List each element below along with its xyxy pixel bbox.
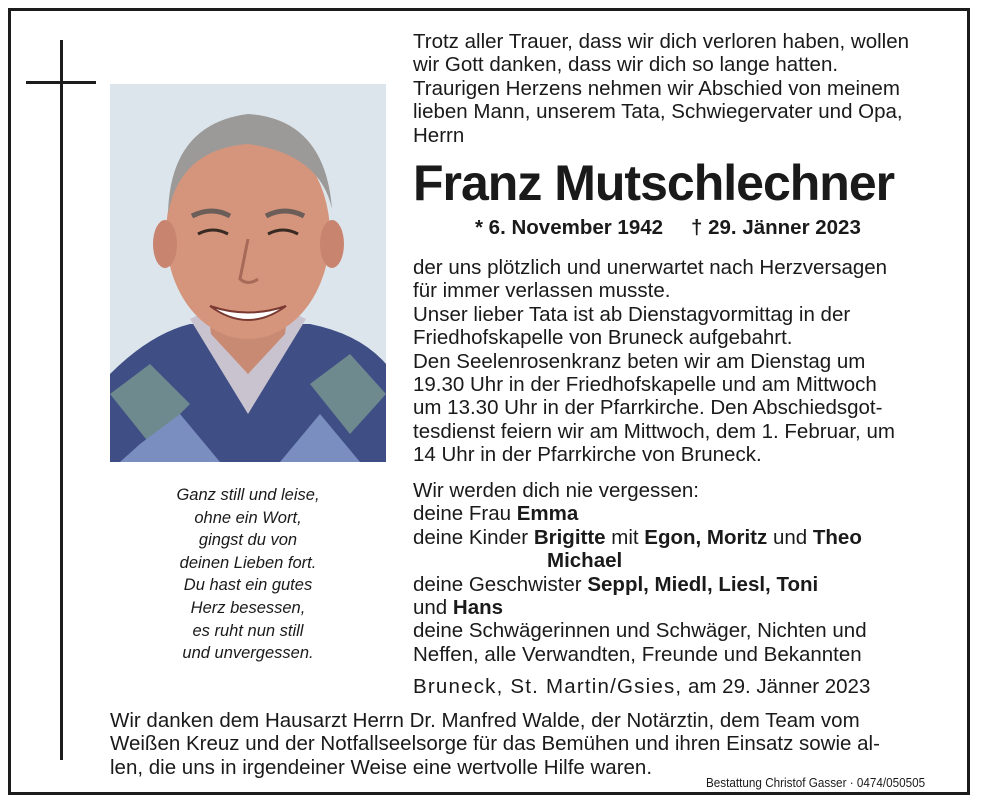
detail-line: Unser lieber Tata ist ab Dienstagvormittag in der (413, 302, 851, 326)
deceased-name: Franz Mutschlechner (413, 155, 895, 211)
poem-line: gingst du von (198, 531, 298, 550)
detail-line: Friedhofskapelle von Bruneck aufgebahrt. (413, 326, 793, 350)
poem-line: es ruht nun still (192, 621, 304, 640)
poem-line: Herz besessen, (190, 598, 306, 617)
intro-line: wir Gott danken, dass wir dich so lange hatten. (413, 53, 839, 77)
mourner-inlaws: deine Schwägerinnen und Schwäger, Nichten und (413, 619, 867, 643)
poem-line: deinen Lieben fort. (179, 553, 317, 572)
detail-line: für immer verlassen musste. (413, 279, 671, 303)
mourner-children: deine Kinder Brigitte mit Egon, Moritz und Theo (413, 525, 862, 549)
cross-icon-bar (26, 81, 96, 84)
mourner-siblings: deine Geschwister Seppl, Miedl, Liesl, Toni (413, 572, 819, 596)
thanks-text (110, 709, 955, 779)
portrait-photo (110, 84, 386, 462)
intro-line: Traurigen Herzens nehmen wir Abschied von meinem (413, 76, 900, 100)
mourners-heading: Wir werden dich nie vergessen: (413, 479, 699, 502)
intro-text (413, 30, 955, 147)
death-date: † 29. Jänner 2023 (691, 216, 861, 239)
detail-line: der uns plötzlich und unerwartet nach Herzversagen (413, 256, 888, 279)
intro-line: Trotz aller Trauer, dass wir dich verloren haben, wollen (413, 30, 910, 53)
undertaker-credit: Bestattung Christof Gasser · 0474/050505 (706, 775, 926, 790)
mourners-list (413, 479, 955, 666)
thanks-line: Weißen Kreuz und der Notfallseelsorge für das Bemühen und ihren Einsatz sowie al- (110, 732, 880, 756)
place-date: Bruneck, St. Martin/Gsies, am 29. Jänner 2023 (413, 675, 871, 698)
mourner-sibling-last: und Hans (413, 596, 504, 620)
detail-line: 19.30 Uhr in der Friedhofskapelle und am Mittwoch (413, 373, 877, 397)
intro-line: Herrn (413, 123, 465, 147)
poem-line: ohne ein Wort, (194, 508, 302, 527)
detail-line: um 13.30 Uhr in der Pfarrkirche. Den Abschiedsgot- (413, 396, 883, 420)
poem-line: Ganz still und leise, (176, 486, 320, 504)
life-dates (475, 216, 861, 240)
detail-line: Den Seelenrosenkranz beten wir am Dienstag um (413, 349, 866, 373)
thanks-line: len, die uns in irgendeiner Weise eine wertvolle Hilfe waren. (110, 755, 653, 779)
poem (110, 484, 386, 665)
detail-line: 14 Uhr in der Pfarrkirche von Bruneck. (413, 443, 762, 467)
birth-date: * 6. November 1942 (475, 216, 664, 239)
intro-line: lieben Mann, unserem Tata, Schwiegervater und Opa, (413, 100, 903, 124)
mourner-relatives: Neffen, alle Verwandten, Freunde und Bekannten (413, 642, 862, 666)
mourner-child-2: Michael (547, 549, 623, 573)
poem-line: Du hast ein gutes (183, 576, 313, 595)
funeral-details (413, 256, 955, 467)
cross-icon (60, 40, 63, 760)
poem-line: und unvergessen. (182, 644, 314, 663)
mourner-wife: deine Frau Emma (413, 502, 579, 526)
detail-line: tesdienst feiern wir am Mittwoch, dem 1. Februar, um (413, 419, 895, 443)
thanks-line: Wir danken dem Hausarzt Herrn Dr. Manfred Walde, der Notärztin, dem Team vom (110, 709, 860, 732)
